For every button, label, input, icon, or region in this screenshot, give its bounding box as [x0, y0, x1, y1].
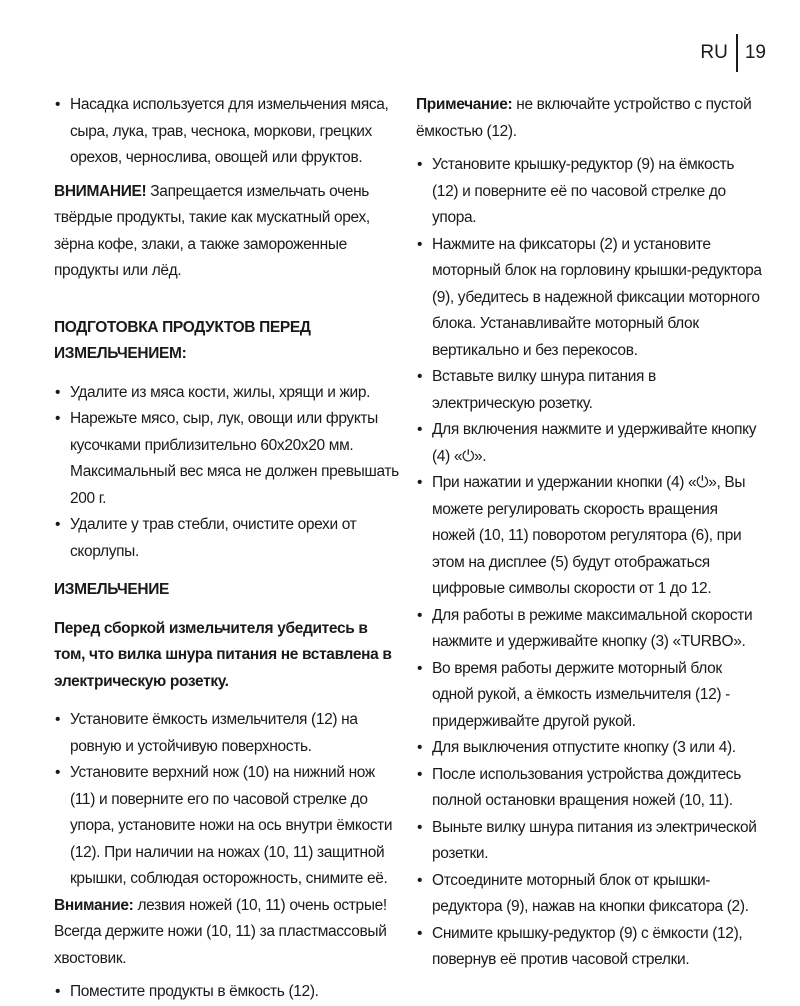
list-item: • Для выключения отпустите кнопку (3 или 4). [416, 735, 762, 762]
warning-text: Запрещается измельчать очень твёрдые продукты, такие как мускатный орех, зёрна кофе, злаки, а также замороженные продукты или лёд. [54, 182, 370, 279]
warning-paragraph [54, 179, 400, 285]
list-item: • Установите крышку-редуктор (9) на ёмкость (12) и поверните её по часовой стрелке до упора. [416, 152, 762, 232]
list-item: • Для включения нажмите и удерживайте кнопку (4) «⏻». [416, 417, 762, 470]
list-item: • Во время работы держите моторный блок одной рукой, а ёмкость измельчителя (12) - придерживайте другой рукой. [416, 656, 762, 736]
chop-warning: Перед сборкой измельчителя убедитесь в том, что вилка шнура питания не вставлена в электрическую розетку. [54, 619, 392, 690]
list-item: • Отсоедините моторный блок от крышки-редуктора (9), нажав на кнопки фиксатора (2). [416, 868, 762, 921]
page-header [700, 34, 766, 72]
left-column [54, 92, 400, 1006]
list-item: • Поместите продукты в ёмкость (12). [54, 979, 400, 1006]
steps-list [416, 152, 762, 974]
list-item: • Установите верхний нож (10) на нижний нож (11) и поверните его по часовой стрелке до упора, установите ножи на ось внутри ёмкости (12). При наличии на ножах (10, 11) защитной крышки, соблюдая осторожность, снимите её. [54, 760, 400, 893]
right-column [416, 92, 762, 974]
list-item: • Для работы в режиме максимальной скорости нажмите и удерживайте кнопку (3) «TURBO». [416, 603, 762, 656]
list-item: • Нажмите на фиксаторы (2) и установите моторный блок на горловину крышки-редуктора (9), убедитесь в надежной фиксации моторного блока. Устанавливайте моторный блок вертикально и без перекосов. [416, 232, 762, 365]
warning-label: ВНИМАНИЕ! [54, 182, 147, 200]
list-item: • Насадка используется для измельчения мяса, сыра, лука, трав, чеснока, моркови, грецких орехов, чернослива, овощей или фруктов. [54, 92, 400, 172]
attention-label: Внимание: [54, 896, 134, 914]
prep-list [54, 380, 400, 566]
list-item: • Выньте вилку шнура питания из электрической розетки. [416, 815, 762, 868]
list-item: • После использования устройства дождитесь полной остановки вращения ножей (10, 11). [416, 762, 762, 815]
prep-heading: ПОДГОТОВКА ПРОДУКТОВ ПЕРЕД ИЗМЕЛЬЧЕНИЕМ: [54, 318, 311, 362]
final-list [54, 979, 400, 1006]
list-item: • Вставьте вилку шнура питания в электрическую розетку. [416, 364, 762, 417]
page-number: 19 [744, 42, 766, 63]
attention-paragraph [54, 893, 400, 973]
chop-heading: ИЗМЕЛЬЧЕНИЕ [54, 581, 170, 598]
list-item: • Удалите из мяса кости, жилы, хрящи и жир. [54, 380, 400, 407]
list-item: • Удалите у трав стебли, очистите орехи от скорлупы. [54, 512, 400, 565]
note-paragraph [416, 92, 762, 145]
list-item: • Снимите крышку-редуктор (9) с ёмкости (12), повернув её против часовой стрелки. [416, 921, 762, 974]
language-code: RU [700, 42, 728, 63]
attention-text: лезвия ножей (10, 11) очень острые! Всегда держите ножи (10, 11) за пластмассовый хвостовик. [54, 896, 387, 967]
chop-list [54, 707, 400, 893]
list-item: • Установите ёмкость измельчителя (12) на ровную и устойчивую поверхность. [54, 707, 400, 760]
list-item: • Нарежьте мясо, сыр, лук, овощи или фрукты кусочками приблизительно 60х20х20 мм. Максимальный вес мяса не должен превышать 200 г. [54, 406, 400, 512]
note-text: не включайте устройство с пустой ёмкостью (12). [416, 96, 752, 140]
list-item: • При нажатии и удержании кнопки (4) «⏻», Вы можете регулировать скорость вращения ножей (10, 11) поворотом регулятора (6), при этом на дисплее (5) будут отображаться цифровые символы скорости от 1 до 12. [416, 470, 762, 603]
intro-list [54, 92, 400, 172]
note-label: Примечание: [416, 96, 513, 113]
